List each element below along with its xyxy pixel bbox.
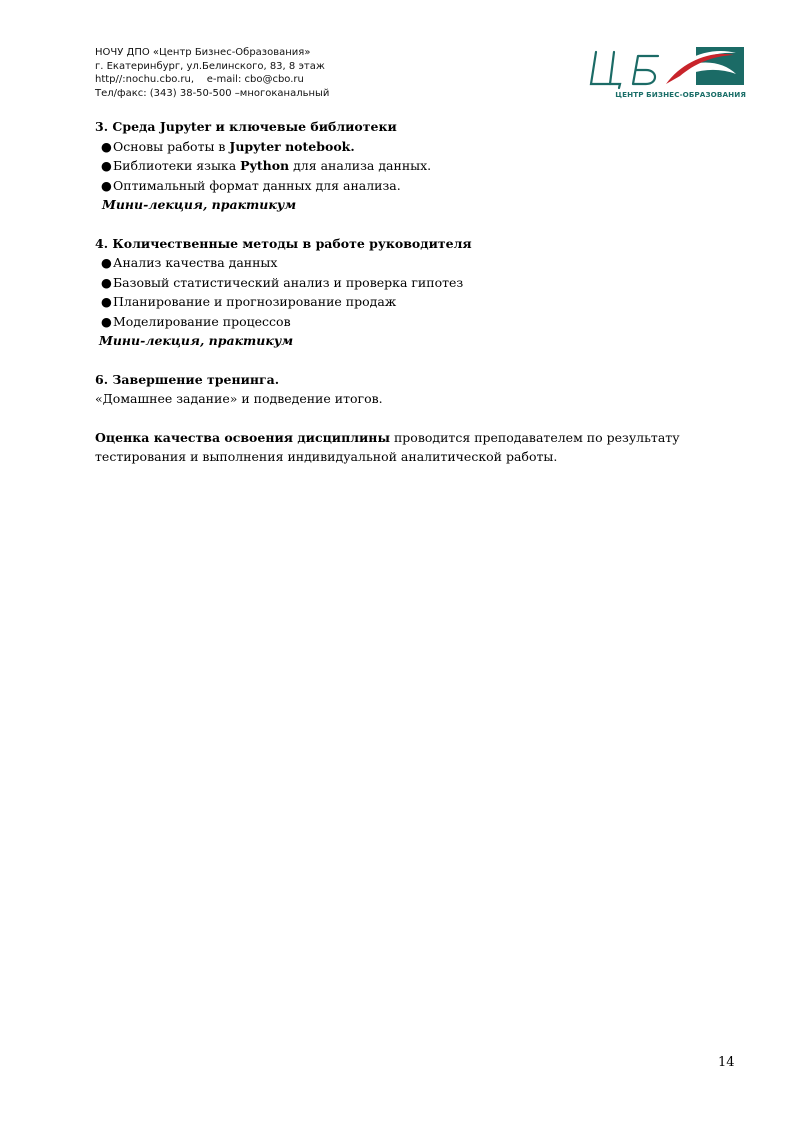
- bullet-icon: ●: [101, 138, 112, 154]
- section-title: 4. Количественные методы в работе руководителя: [95, 235, 472, 251]
- page-number: 14: [718, 1055, 735, 1070]
- format-label: Мини-лекция, практикум: [102, 197, 297, 212]
- bullet-icon: ●: [101, 177, 112, 193]
- header-web-email: http//:nochu.cbo.ru, e-mail: cbo@cbo.ru: [95, 74, 304, 85]
- assessment-paragraph: [95, 428, 715, 467]
- section-title: 3. Среда Jupyter и ключевые библиотеки: [95, 119, 397, 134]
- header-address: г. Екатеринбург, ул.Белинского, 83, 8 этаж: [95, 60, 325, 72]
- list-item: ●Оптимальный формат данных для анализа.: [95, 176, 715, 196]
- bullet-icon: ●: [101, 313, 112, 329]
- assessment-heading: Оценка качества освоения дисциплины: [95, 429, 390, 445]
- header-org: НОЧУ ДПО «Центр Бизнес-Образования»: [95, 47, 311, 58]
- logo-letter-b: [633, 56, 658, 84]
- list-item: ●Планирование и прогнозирование продаж: [95, 292, 715, 312]
- list-item: ●Библиотеки языка Python для анализа данных.: [95, 156, 715, 176]
- bullet-icon: ●: [101, 294, 112, 309]
- format-label: Мини-лекция, практикум: [99, 333, 294, 348]
- document-body: [95, 117, 715, 467]
- list-item: ●Базовый статистический анализ и проверка гипотез: [95, 273, 715, 293]
- logo-caption: ЦЕНТР БИЗНЕС-ОБРАЗОВАНИЯ: [615, 90, 746, 99]
- section-title: 6. Завершение тренинга.: [95, 371, 280, 387]
- header-phone: Тел/факс: (343) 38-50-500 –многоканальный: [95, 87, 330, 99]
- bullet-icon: ●: [101, 158, 112, 173]
- assessment-text: проводится преподавателем по результату тестирования и выполнения индивидуальной аналитической работы.: [95, 429, 680, 464]
- bullet-icon: ●: [101, 274, 112, 290]
- document-header: [95, 46, 329, 100]
- list-item: ●Моделирование процессов: [95, 312, 715, 332]
- list-item: ●Основы работы в Jupyter notebook.: [95, 137, 715, 157]
- bullet-icon: ●: [101, 255, 112, 270]
- list-item: ●Анализ качества данных: [95, 253, 715, 273]
- logo-letter-ts: [591, 52, 620, 88]
- section-text: «Домашнее задание» и подведение итогов.: [95, 391, 383, 406]
